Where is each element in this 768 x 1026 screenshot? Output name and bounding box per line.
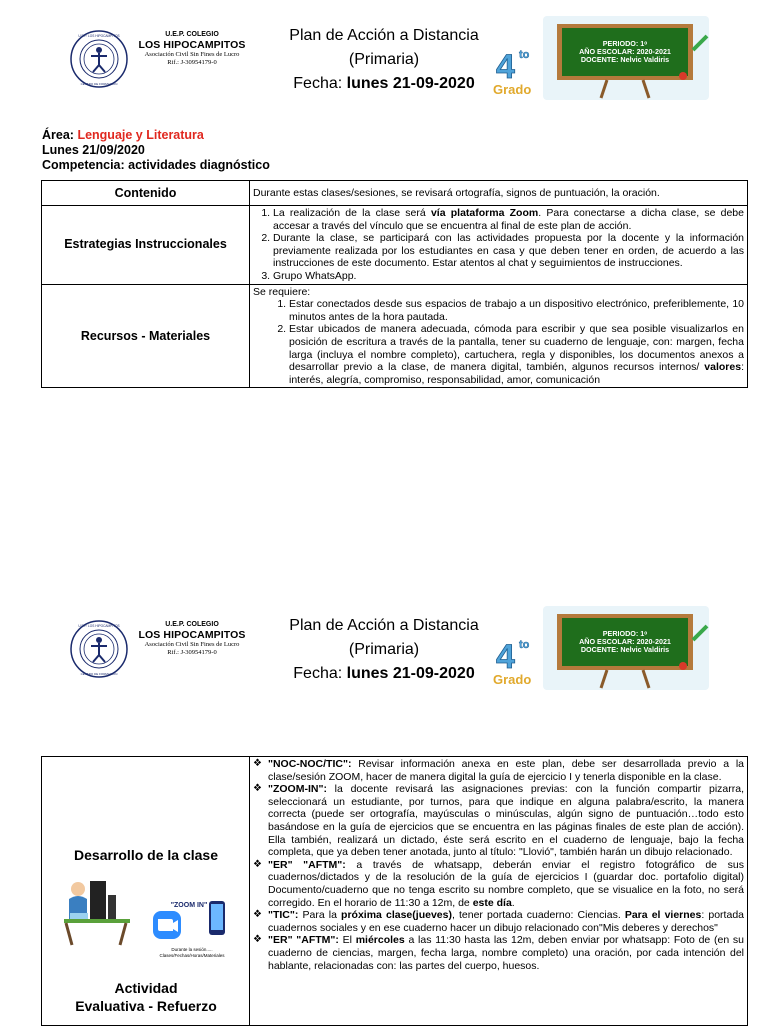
diamond-bullet-icon: ❖ — [253, 909, 262, 921]
school-line1: U.E.P. COLEGIO — [165, 31, 219, 38]
desarrollo-label-cell — [42, 757, 250, 1026]
list-item: 1. La realización de la clase será vía plataforma Zoom. Para conectarse a dicha clase, se debe accesar a través del vínculo que se encuentra al final de este plan de acción. — [273, 207, 744, 232]
page-header — [0, 0, 768, 118]
school-name: LOS HIPOCAMPITOS — [138, 39, 246, 51]
board-docente: DOCENTE: Nelvic Valdiris — [580, 55, 670, 64]
fecha-value: lunes 21-09-2020 — [346, 665, 475, 682]
school-rif: Rif.: J-30954179-0 — [167, 649, 217, 656]
svg-text:U.E.P. LOS HIPOCAMPITOS: U.E.P. LOS HIPOCAMPITOS — [78, 624, 120, 628]
page-header — [0, 590, 768, 708]
board-anio: AÑO ESCOLAR: 2020-2021 — [579, 47, 671, 56]
grade-word: Grado — [493, 82, 532, 96]
board-anio: AÑO ESCOLAR: 2020-2021 — [579, 637, 671, 646]
title-line1: Plan de Acción a Distancia — [289, 617, 479, 634]
table-row — [42, 284, 748, 388]
plan-table-1 — [41, 180, 748, 388]
title-line2: (Primaria) — [348, 51, 420, 68]
list-item: ❖ "ER" "AFTM": El miércoles a las 11:30 hasta las 12m, deben enviar por whatsapp: Foto de (en su cuaderno de ciencias, margen, fecha larga, nombre completo) una oración, por cada intención del hablante, relacionadas con: las partes del cuerpo, huesos. — [253, 934, 745, 972]
contenido-label: Contenido — [42, 181, 250, 206]
list-item: ❖ "ER" "AFTM": a través de whatsapp, deberán enviar el registro fotográfico de sus cuadernos/dictados y de la resolución de la guía de ejercicios I (guardar doc. portafolio digital) Documento/cuaderno que no tenga escrito su nombre completo, que se visualice en la foto, no será corregido. En el horario de 11:30 a 12m, de este día. — [253, 858, 744, 909]
area-label: Área: — [42, 128, 74, 142]
school-association: Asociación Civil Sin Fines de Lucro — [144, 51, 240, 58]
diamond-bullet-icon: ❖ — [253, 934, 262, 946]
fecha-label: Fecha: — [293, 75, 343, 92]
table-row — [42, 181, 748, 206]
grade-number: 4 — [496, 48, 515, 86]
list-item: 1. Estar conectados desde sus espacios de trabajo a un dispositivo electrónico, preferiblemente, 10 minutos antes de la hora pautada. — [289, 298, 744, 323]
diamond-bullet-icon: ❖ — [253, 783, 262, 795]
estrategias-cell — [250, 206, 748, 285]
desarrollo-labels — [42, 757, 249, 1025]
list-item: ❖ "TIC": Para la próxima clase(jueves), tener portada cuaderno: Ciencias. Para el viernes: portada cuadernos sociales y en ese cuaderno hacer un dibujo relacionado con"Mis deberes y derechos" — [253, 909, 744, 934]
school-name: LOS HIPOCAMPITOS — [138, 629, 246, 641]
recursos-intro: Se requiere: — [253, 285, 311, 298]
recursos-cell — [250, 284, 748, 388]
school-seal-icon — [70, 620, 128, 678]
svg-text:CENTRO DE FORMACIÓN: CENTRO DE FORMACIÓN — [80, 82, 118, 86]
grade-badge-icon — [490, 632, 540, 686]
chalkboard-icon — [543, 606, 709, 690]
list-item: ❖ "NOC-NOC/TIC": Revisar información anexa en este plan, debe ser desarrollada previo a la clase/sesión ZOOM, hacer de manera digital la guía de ejercicio I y tenerla disponible en la clase. — [253, 758, 744, 783]
list-item: 2. Estar ubicados de manera adecuada, cómoda para escribir y que sea posible visualizarlos en posición de escritura a través de la pantalla, tener su cuaderno de lenguaje, con: margen, fecha larga (incluya el nombre completo), cartuchera, regla y disponibles, los documentos anexos a desarrollar previo a la clase, de manera digital, también, algunos recursos internos/ valores: interés, alegría, compromiso, responsabilidad, amor, comunicación — [289, 323, 744, 386]
zoom-label: "ZOOM IN" — [170, 902, 208, 909]
svg-text:CENTRO DE FORMACIÓN: CENTRO DE FORMACIÓN — [80, 672, 118, 676]
title-line2: (Primaria) — [348, 641, 420, 658]
diamond-bullet-icon: ❖ — [253, 858, 262, 870]
board-periodo: PERIODO: 1ᵒ — [602, 629, 648, 638]
table-row — [42, 757, 748, 1026]
school-identity — [132, 620, 252, 657]
list-item: ❖ "ZOOM-IN": la docente revisará las asignaciones previas: con la función compartir pizarra, seleccionará un estudiante, por turnos, para que indique en alguna palabra/escrito, la manera correcta (puede ser ortografía, mayúsculas o minúsculas, algún signo de puntuación…todo esto basándose en la guía de ejercicios que se encuentra en las páginas finales de este plan de acción). Ella también, realizará un dictado, éste será escrito en el cuaderno de lenguaje, bajo la fecha completa, que ya deben tener anotada, junto al título: "Llovió", también harán un dibujo relacionado. — [253, 783, 744, 859]
page-2 — [0, 590, 768, 1024]
plan-title — [264, 24, 504, 96]
table-row — [42, 206, 748, 285]
fecha-value: lunes 21-09-2020 — [346, 75, 475, 92]
chalkboard-icon — [543, 16, 709, 100]
title-line1: Plan de Acción a Distancia — [289, 27, 479, 44]
recursos-label: Recursos - Materiales — [42, 284, 250, 388]
class-info — [42, 128, 270, 173]
grade-word: Grado — [493, 672, 532, 686]
plan-title — [264, 614, 504, 686]
grade-suffix: to — [519, 639, 530, 651]
plan-table-2 — [41, 756, 748, 1026]
grade-number: 4 — [496, 638, 515, 676]
list-item: 2. Durante la clase, se participará con las actividades propuesta por la docente y la información previamente realizada por los estudiantes en casa y que deben tener en orden, de acuerdo a las instrucciones de este documento. Estar atentos al chat y seguimientos de instrucciones. — [273, 232, 744, 270]
contenido-text: Durante estas clases/sesiones, se revisará ortografía, signos de puntuación, la oración. — [250, 181, 748, 206]
title-date-line — [264, 662, 504, 686]
competencia-line: Competencia: actividades diagnóstico — [42, 158, 270, 172]
svg-text:U.E.P. LOS HIPOCAMPITOS: U.E.P. LOS HIPOCAMPITOS — [78, 34, 120, 38]
board-docente: DOCENTE: Nelvic Valdiris — [580, 645, 670, 654]
desarrollo-cell — [250, 757, 748, 1026]
estrategias-label: Estrategias Instruccionales — [42, 206, 250, 285]
fecha-label: Fecha: — [293, 665, 343, 682]
desarrollo-label: Desarrollo de la clase — [74, 847, 218, 863]
zoom-caption: Durante la sesión..... Clases/Fechas/Horas/Materiales — [159, 947, 225, 958]
grade-badge-icon — [490, 42, 540, 96]
school-seal-icon — [70, 30, 128, 88]
board-periodo: PERIODO: 1ᵒ — [602, 39, 648, 48]
student-computer-icon — [60, 877, 140, 947]
school-association: Asociación Civil Sin Fines de Lucro — [144, 641, 240, 648]
school-identity — [132, 30, 252, 67]
diamond-bullet-icon: ❖ — [253, 758, 262, 769]
title-date-line — [264, 72, 504, 96]
area-value: Lenguaje y Literatura — [77, 128, 204, 142]
list-item: 3. Grupo WhatsApp. — [273, 270, 744, 283]
actividad-label: Actividad Evaluativa - Refuerzo — [75, 980, 217, 1014]
date-line: Lunes 21/09/2020 — [42, 143, 145, 157]
grade-suffix: to — [519, 49, 530, 61]
school-line1: U.E.P. COLEGIO — [165, 621, 219, 628]
area-line — [42, 128, 270, 143]
school-rif: Rif.: J-30954179-0 — [167, 59, 217, 66]
